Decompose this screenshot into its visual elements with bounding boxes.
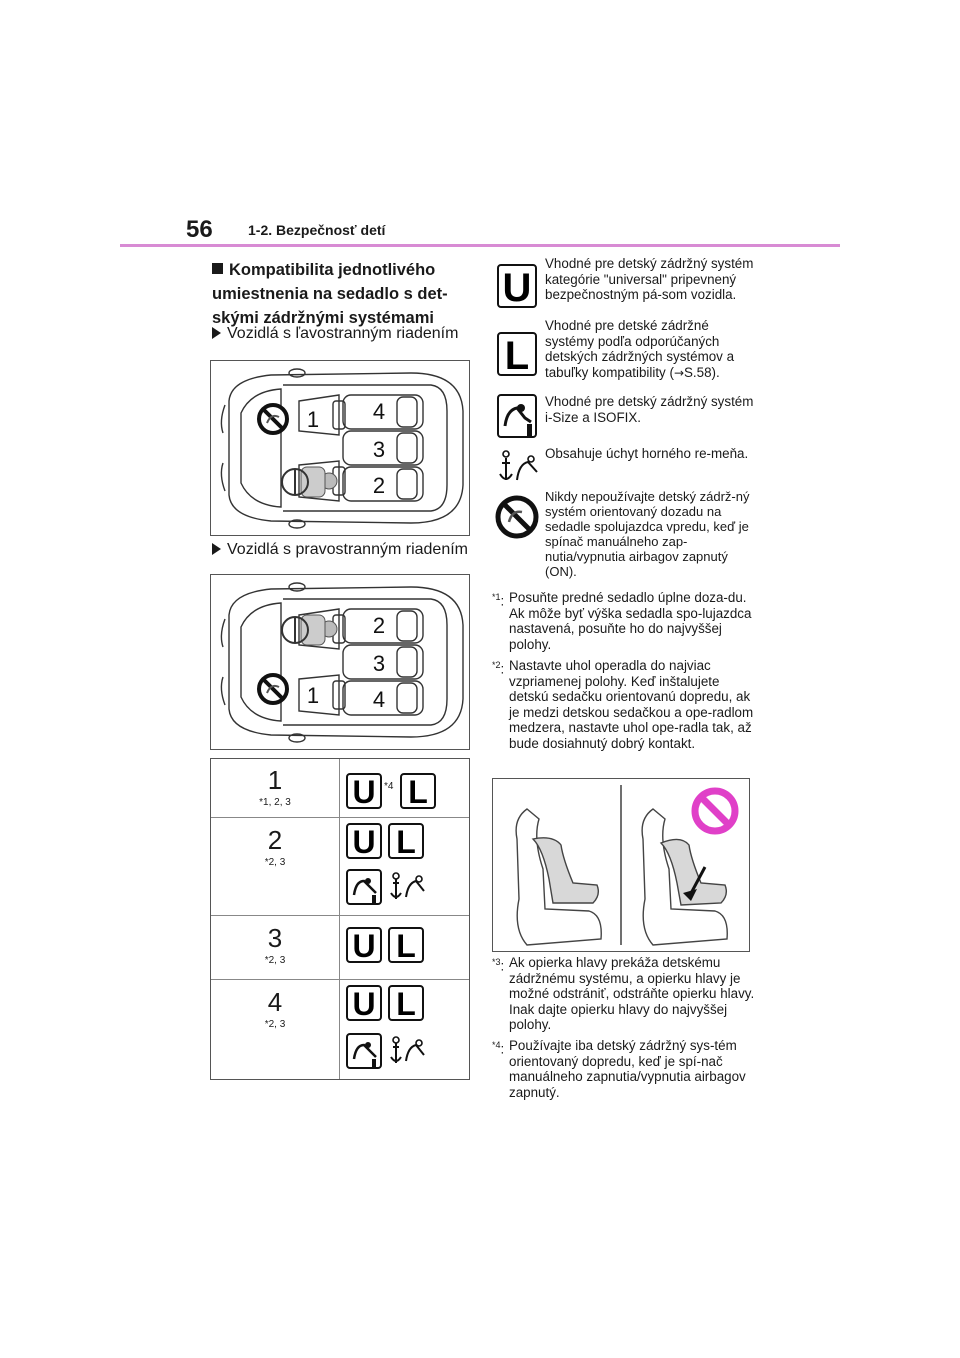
- isize-isofix-icon: [497, 394, 537, 438]
- seat-label-4: 4: [372, 399, 386, 424]
- legend-isize-text: Vhodné pre detský zádržný systém i-Size a ISOFIX.: [545, 394, 754, 425]
- footnote-1: [492, 590, 760, 652]
- table-row: [211, 915, 469, 980]
- footnote-text: Posuňte predné sedadlo úplne doza-du. Ak môže byť výška sedadla spo-lujazdca nastavená, posuňte ho do najvyššej polohy.: [509, 590, 752, 652]
- svg-text:U: U: [352, 986, 376, 1021]
- allowed-systems-cell: [340, 915, 469, 979]
- subheading-left-text: Vozidlá s ľavostranným riadením: [227, 325, 459, 342]
- svg-text:L: L: [408, 774, 428, 809]
- driver-figure: [282, 467, 337, 497]
- footnote-text: Ak opierka hlavy prekáža detskému zádržnému systému, a opierku hlavy je možné odstrániť, odstráňte opierku hlavy. Inak dajte opierku hlavy do najvyššej polohy.: [509, 955, 755, 1032]
- semi-universal-l-icon: [388, 927, 424, 963]
- seat-label-2: 2: [372, 613, 386, 638]
- universal-u-icon: [346, 927, 382, 963]
- page-number: 56: [186, 216, 213, 243]
- legend-never-text: Nikdy nepoužívajte detský zádrž-ný systém orientovaný dozadu na sedadle spolujazdca vpredu, keď je spínač manuálneho zap-nutia/vypnutia airbagov zapnutý (ON).: [545, 489, 750, 579]
- isize-isofix-icon: [346, 1033, 382, 1069]
- page-ref-arrow: →: [673, 365, 684, 380]
- table-row: [211, 817, 469, 916]
- rear-facing-prohibited-icon: [494, 494, 540, 540]
- universal-u-icon: [346, 823, 382, 859]
- legend-l-text: Vhodné pre detské zádržné systémy podľa odporúčaných detských zádržných systémov a tabuľky kompatibility (: [545, 318, 735, 380]
- allowed-systems-cell: [340, 979, 469, 1079]
- footnote-text: Nastavte uhol operadla do najviac vzpriamenej polohy. Keď inštalujete detskú sedačku orientovanú dopredu, ak je medzi detskou sedačkou a ope-radlom medzera, nastavte uhol ope-radla tak, až bude dosiahnutý dobrý kontakt.: [509, 658, 754, 751]
- prohibit-icon: [695, 791, 735, 831]
- svg-text:U: U: [352, 824, 376, 859]
- triangle-bullet-icon: [212, 327, 221, 339]
- footnote-marker: $^{*2}$:: [492, 660, 505, 677]
- universal-u-icon: [346, 773, 382, 809]
- seat-label-1: 1: [306, 407, 320, 432]
- compatibility-table: [210, 758, 470, 1080]
- seat-label-4: 4: [372, 687, 386, 712]
- lhd-car-diagram: [210, 360, 470, 536]
- section-heading: [212, 258, 457, 330]
- semi-universal-l-icon: [388, 985, 424, 1021]
- seat-number: 4: [267, 987, 283, 1017]
- legend-semi-universal-text: [545, 318, 757, 381]
- car-top-view: [211, 575, 469, 749]
- universal-u-icon: [497, 264, 537, 308]
- square-bullet-icon: [212, 263, 223, 274]
- table-row: [211, 759, 469, 818]
- table-row: [211, 979, 469, 1079]
- top-tether-anchor-icon: [388, 869, 428, 905]
- footnote-4: [492, 1038, 760, 1100]
- seat-cell: [211, 817, 340, 915]
- semi-universal-l-icon: [400, 773, 436, 809]
- semi-universal-l-icon: [497, 332, 537, 376]
- rear-facing-prohibited-icon: [259, 405, 287, 433]
- subheading-left-drive: [212, 324, 458, 344]
- subheading-right-drive: [212, 540, 468, 560]
- seat-cell: [211, 759, 340, 817]
- seat-label-1: 1: [306, 683, 320, 708]
- seat-number: 3: [267, 923, 283, 953]
- heading-text: Kompatibilita jednotlivého umiestnenia na sedadlo s det-skými zádržnými systémami: [212, 261, 448, 327]
- seat-label-2: 2: [372, 473, 386, 498]
- svg-text:U: U: [502, 266, 532, 308]
- seat-notes: *2, 3: [264, 1019, 286, 1030]
- svg-text:L: L: [396, 824, 416, 859]
- footnote-marker: *4: [384, 781, 394, 792]
- allowed-systems-cell: [340, 759, 469, 817]
- footnote-3: [492, 955, 760, 1033]
- car-top-view: [211, 361, 469, 535]
- seat-cell: [211, 915, 340, 979]
- svg-text:U: U: [352, 774, 376, 809]
- legend-anchor-text: Obsahuje úchyt horného re-meňa.: [545, 446, 749, 461]
- seat-notes: *1, 2, 3: [259, 797, 291, 808]
- seat-illustration: [493, 779, 749, 951]
- universal-u-icon: [346, 985, 382, 1021]
- page-ref-link[interactable]: S.58).: [684, 364, 720, 380]
- footnote-marker: $^{*1}$:: [492, 592, 505, 609]
- triangle-bullet-icon: [212, 543, 221, 555]
- footnote-text: Používajte iba detský zádržný sys-tém orientovaný dopredu, keď je spí-nač manuálneho zapnutia/vypnutia airbagov zapnutý.: [509, 1038, 746, 1100]
- svg-text:L: L: [396, 928, 416, 963]
- rear-facing-prohibited-icon: [259, 675, 287, 703]
- seat-notes: *2, 3: [264, 857, 286, 868]
- seat-number: 2: [267, 825, 283, 855]
- seat-cell: [211, 979, 340, 1079]
- rhd-car-diagram: [210, 574, 470, 750]
- driver-figure: [282, 615, 337, 645]
- footnote-marker: $^{*4}$:: [492, 1040, 505, 1057]
- semi-universal-l-icon: [388, 823, 424, 859]
- isize-isofix-icon: [346, 869, 382, 905]
- seat-number: 1: [267, 765, 283, 795]
- seat-notes: *2, 3: [264, 955, 286, 966]
- subheading-right-text: Vozidlá s pravostranným riadením: [227, 541, 468, 558]
- legend-universal-text: Vhodné pre detský zádržný systém kategórie "universal" pripevnený bezpečnostným pá-som vozidla.: [545, 256, 754, 302]
- footnote-marker: $^{*3}$:: [492, 957, 505, 974]
- seat-label-3: 3: [372, 437, 386, 462]
- footnote-2: [492, 658, 760, 751]
- top-tether-anchor-icon: [497, 448, 541, 488]
- seat-gap-illustration: [492, 778, 750, 952]
- header-rule: [120, 244, 840, 247]
- section-title: 1-2. Bezpečnosť detí: [248, 222, 386, 238]
- top-tether-anchor-icon: [388, 1033, 428, 1069]
- svg-text:L: L: [504, 334, 530, 376]
- svg-text:L: L: [396, 986, 416, 1021]
- allowed-systems-cell: [340, 817, 469, 915]
- svg-text:U: U: [352, 928, 376, 963]
- seat-label-3: 3: [372, 651, 386, 676]
